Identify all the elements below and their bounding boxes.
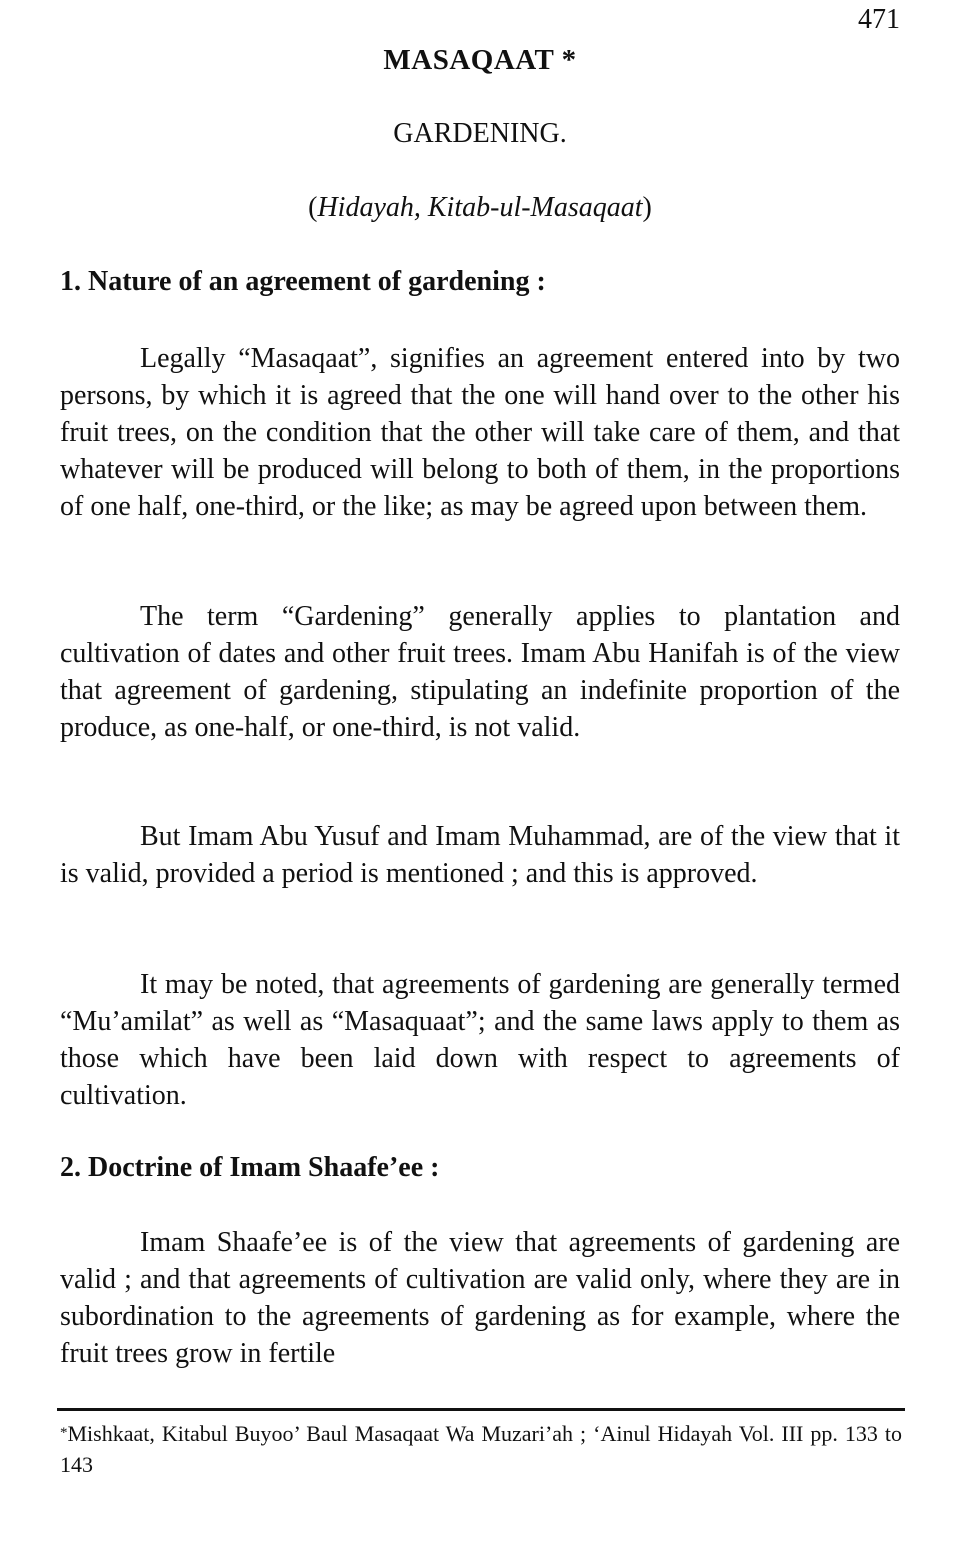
- citation-open-paren: (: [308, 192, 318, 223]
- page-subtitle: GARDENING.: [393, 118, 567, 149]
- paragraph: Legally “Masaqaat”, signifies an agreement entered into by two persons, by which it is agreed that the one will hand over to the other his fruit trees, on the condition that the other will take care of them, and that whatever will be produced will belong to both of them, in the proportions of one half, one-third, or the like; as may be agreed upon between them.: [60, 343, 900, 522]
- source-citation: [0, 192, 960, 224]
- citation-text: Hidayah, Kitab-ul-Masaqaat: [317, 192, 643, 223]
- page-title: MASAQAAT *: [383, 44, 577, 76]
- paragraph: The term “Gardening” generally applies to plantation and cultivation of dates and other fruit trees. Imam Abu Hanifah is of the view that agreement of gardening, stipulating an indefinite proportion of the produce, as one-half, or one-third, is not valid.: [60, 601, 900, 743]
- footnote-text: Mishkaat, Kitabul Buyoo’ Baul Masaqaat Wa Muzari’ah ; ‘Ainul Hidayah Vol. III pp. 133 to 143: [60, 1421, 902, 1477]
- paragraph: But Imam Abu Yusuf and Imam Muhammad, are of the view that it is valid, provided a period is mentioned ; and this is approved.: [60, 821, 900, 889]
- paragraph: Imam Shaafe’ee is of the view that agreements of gardening are valid ; and that agreements of cultivation are valid only, where they are in subordination to the agreements of gardening as for example, where the fruit trees grow in fertile: [60, 1227, 900, 1369]
- footnote-marker: *: [60, 1425, 68, 1441]
- section-heading-1: 1. Nature of an agreement of gardening :: [60, 266, 546, 297]
- citation-close-paren: ): [642, 192, 652, 223]
- paragraph: It may be noted, that agreements of gardening are generally termed “Mu’amilat” as well as “Masaquaat”; and the same laws apply to them as those which have been laid down with respect to agreements of cultivation.: [60, 969, 900, 1111]
- section-heading-2: 2. Doctrine of Imam Shaafe’ee :: [60, 1152, 440, 1183]
- footnote: [60, 1418, 902, 1480]
- footnote-divider: [57, 1408, 905, 1411]
- page-number: 471: [858, 4, 900, 35]
